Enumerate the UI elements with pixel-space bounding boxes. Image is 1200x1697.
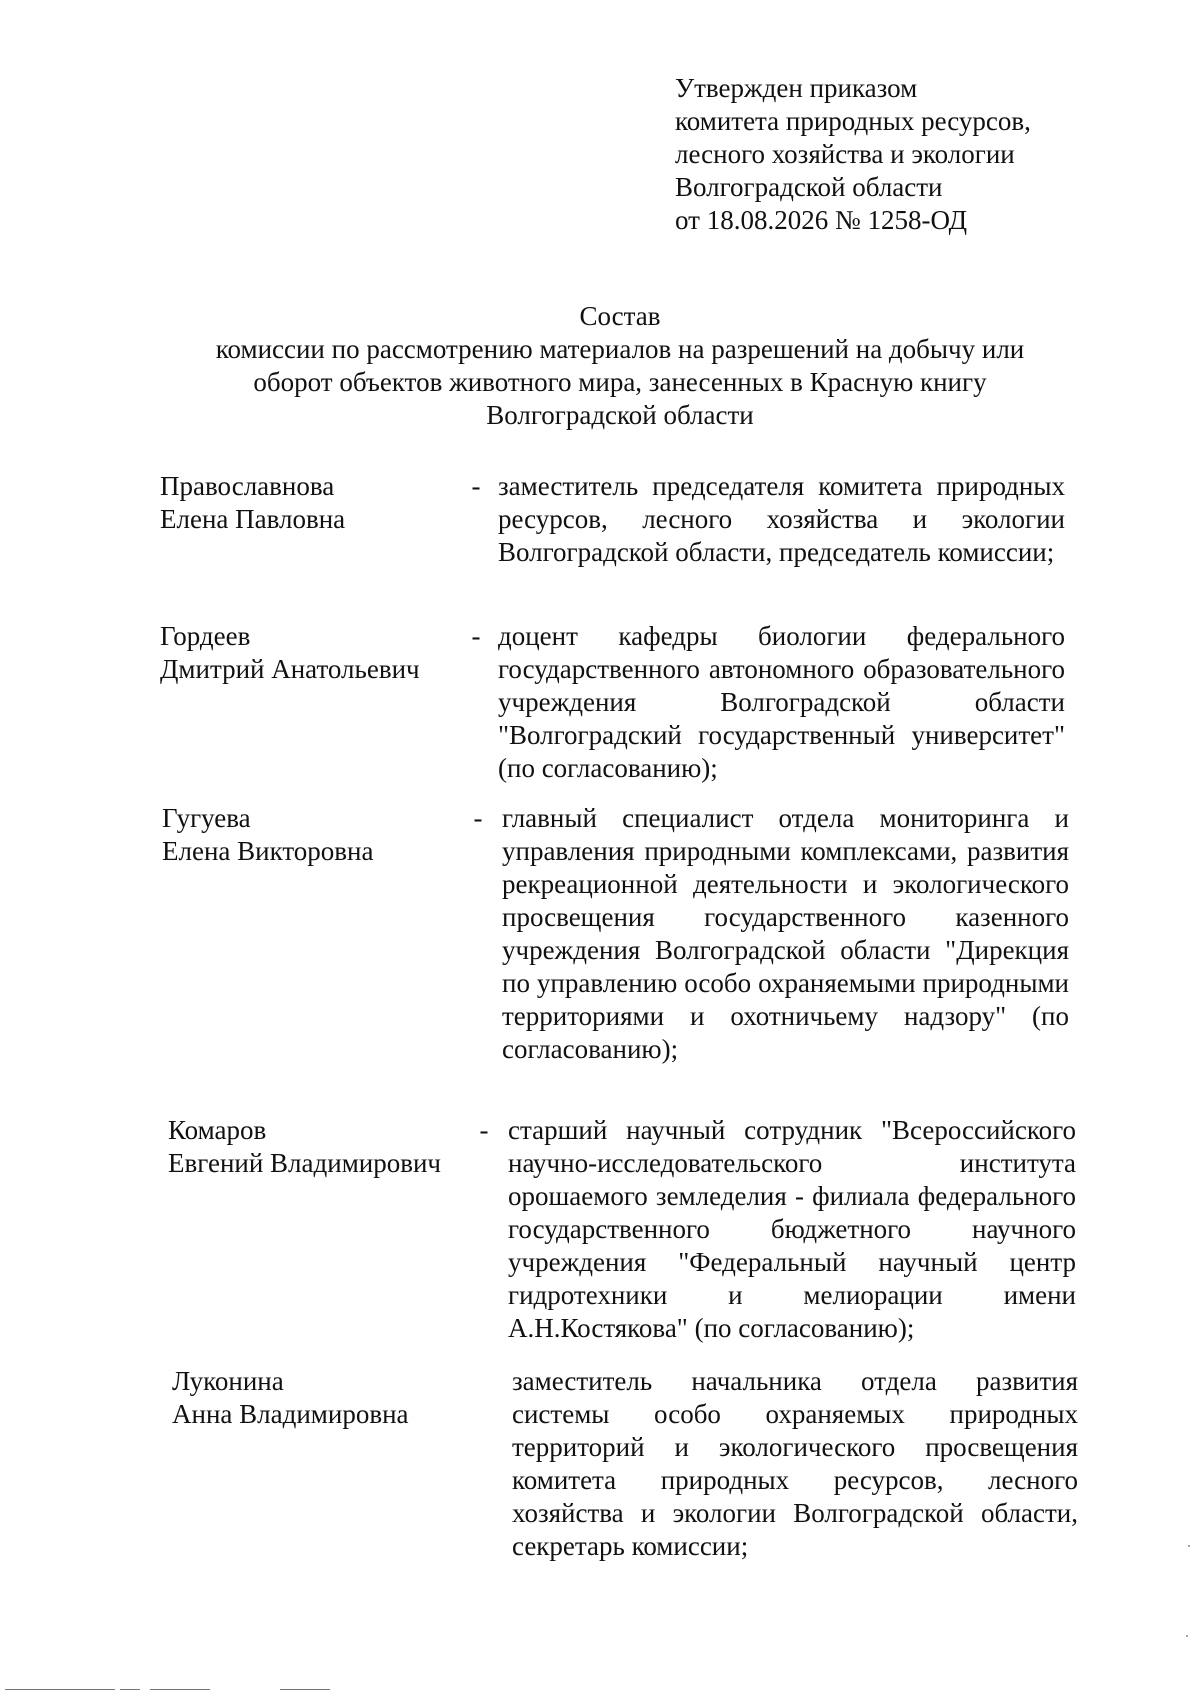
member-role: заместитель председателя комитета природных ресурсов, лесного хозяйства и экологии Волгоградской области, председатель комиссии; (498, 471, 1065, 567)
member-given-name: Дмитрий Анатольевич (160, 654, 420, 684)
scan-artifact-dot (1186, 1635, 1188, 1637)
member-surname: Гугуева (162, 803, 251, 833)
approval-line: Волгоградской области (675, 172, 943, 202)
member-name (162, 802, 462, 868)
member-name (160, 620, 460, 686)
member-dash: - (471, 471, 481, 501)
member-name (172, 1365, 472, 1431)
member-given-name: Елена Викторовна (162, 836, 374, 866)
heading-line: комиссии по рассмотрению материалов на разрешений на добычу или (215, 334, 1025, 364)
member-role: заместитель начальника отдела развития системы особо охраняемых природных территорий и экологического просвещения комитета природных ресурсов, лесного хозяйства и экологии Волгоградской области, секретарь комиссии; (512, 1366, 1078, 1561)
heading-line: Волгоградской области (486, 400, 754, 430)
member-dash: - (471, 621, 481, 651)
member-dash: - (479, 1115, 489, 1145)
member-given-name: Анна Владимировна (172, 1399, 409, 1429)
approval-line: Утвержден приказом (675, 73, 918, 103)
heading-line: оборот объектов животного мира, занесенных в Красную книгу (253, 367, 987, 397)
approval-line: комитета природных ресурсов, (675, 106, 1031, 136)
member-given-name: Елена Павловна (160, 504, 346, 534)
scan-artifact-line (150, 1689, 210, 1690)
member-role: старший научный сотрудник "Всероссийского научно-исследовательского института орошаемого земледелия - филиала федерального государственного бюджетного научного учреждения "Федеральный научный центр гидротехники и мелиорации имени А.Н.Костякова" (по согласованию); (508, 1115, 1076, 1343)
scan-artifact-line (120, 1689, 140, 1690)
member-name (168, 1114, 468, 1180)
scan-artifact-dot (1188, 1545, 1190, 1547)
member-role: главный специалист отдела мониторинга и управления природными комплексами, развития рекреационной деятельности и экологического просвещения государственного казенного учреждения Волгоградской области "Дирекция по управлению особо охраняемыми природными территориями и охотничьему надзору" (по согласованию); (502, 803, 1069, 1064)
document-heading (150, 300, 1090, 432)
member-surname: Православнова (160, 471, 335, 501)
approval-line: лесного хозяйства и экологии (675, 139, 1015, 169)
member-name (160, 470, 460, 536)
scan-artifact-line (280, 1689, 330, 1690)
member-surname: Луконина (172, 1366, 284, 1396)
member-surname: Гордеев (160, 621, 251, 651)
approval-stamp (675, 72, 1145, 237)
member-given-name: Евгений Владимирович (168, 1148, 442, 1178)
member-role: доцент кафедры биологии федерального государственного автономного образовательного учреждения Волгоградской области "Волгоградский государственный университет" (по согласованию); (498, 621, 1065, 783)
document-title: Состав (579, 301, 661, 331)
scan-artifact-line (5, 1689, 115, 1690)
approval-order-line: от 18.08.2026 № 1258-ОД (675, 205, 968, 235)
member-surname: Комаров (168, 1115, 267, 1145)
member-dash: - (473, 803, 483, 833)
